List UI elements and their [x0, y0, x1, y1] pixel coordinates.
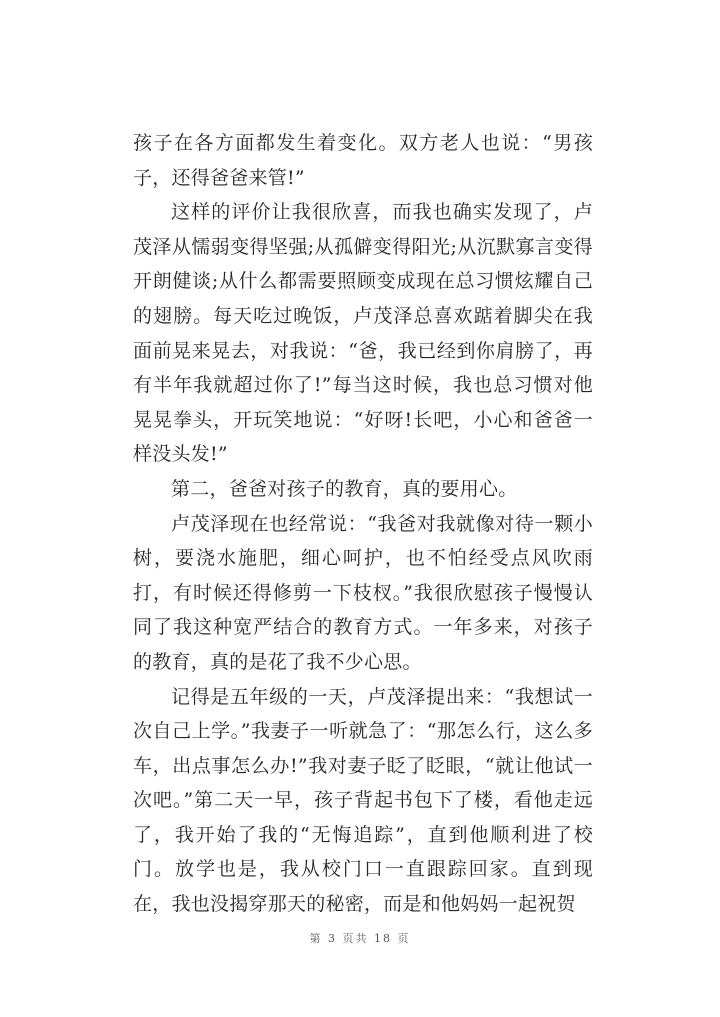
page-footer: 第 3 页共 18 页: [309, 932, 411, 945]
paragraph-2: 这样的评价让我很欣喜，而我也确实发现了，卢茂泽从懦弱变得坚强;从孤僻变得阳光;从沉默寡言变得开朗健谈;从什么都需要照顾变成现在总习惯炫耀自己的翅膀。每天吃过晚饭，卢茂泽总喜欢踮着脚尖在我面前晃来晃去，对我说：“爸，我已经到你肩膀了，再有半年我就超过你了!”每当这时候，我也总习惯对他晃晃拳头，开玩笑地说：“好呀!长吧，小心和爸爸一样没头发!”: [133, 201, 593, 466]
paragraph-3: 第二，爸爸对孩子的教育，真的要用心。: [171, 477, 518, 500]
paragraph-1: 孩子在各方面都发生着变化。双方老人也说：“男孩子，还得爸爸来管!”: [133, 132, 593, 189]
paragraph-5: 记得是五年级的一天，卢茂泽提出来：“我想试一次自己上学。”我妻子一听就急了：“那怎么行，这么多车，出点事怎么办!”我对妻子眨了眨眼，“就让他试一次吧。”第二天一早，孩子背起书包下了楼，看他走远了，我开始了我的“无悔追踪”，直到他顺利进了校门。放学也是，我从校门口一直跟踪回家。直到现在，我也没揭穿那天的秘密，而是和他妈妈一起祝贺: [133, 685, 593, 916]
document-body: [133, 126, 593, 922]
paragraph-4: 卢茂泽现在也经常说：“我爸对我就像对待一颗小树，要浇水施肥，细心呵护，也不怕经受点风吹雨打，有时候还得修剪一下枝杈。”我很欣慰孩子慢慢认同了我这种宽严结合的教育方式。一年多来，对孩子的教育，真的是花了我不少心思。: [133, 512, 593, 673]
